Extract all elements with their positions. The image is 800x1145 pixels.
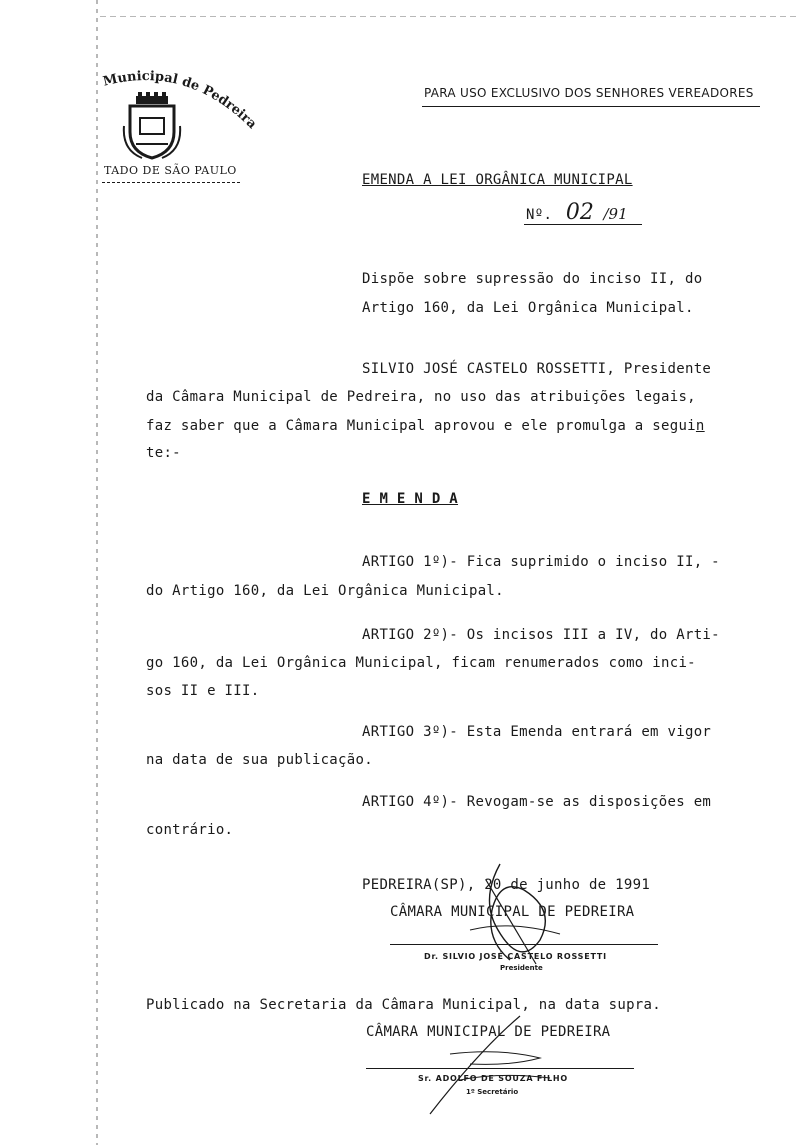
emenda-heading: E M E N D A xyxy=(362,491,459,507)
article-3-line-2: na data de sua publicação. xyxy=(146,752,373,768)
article-1-line-1: ARTIGO 1º)- Fica suprimido o inciso II, - xyxy=(362,554,720,570)
chamber-name-2: CÂMARA MUNICIPAL DE PEDREIRA xyxy=(366,1024,611,1040)
scan-edge-top xyxy=(100,16,800,17)
preamble-line-3b: n xyxy=(695,418,705,434)
article-4-line-1: ARTIGO 4º)- Revogam-se as disposições em xyxy=(362,794,712,810)
number-year: /91 xyxy=(603,205,628,223)
state-underline xyxy=(102,182,240,183)
article-2-line-2: go 160, da Lei Orgânica Municipal, ficam renumerados como inci- xyxy=(146,655,696,671)
document-number-rule xyxy=(524,224,642,225)
secretary-signature xyxy=(400,1010,560,1120)
signer-2-name: Sr. ADOLFO DE SOUZA FILHO xyxy=(418,1074,568,1083)
preamble-line-2: da Câmara Municipal de Pedreira, no uso das atribuições legais, xyxy=(146,389,696,405)
state-label: TADO DE SÃO PAULO xyxy=(104,164,237,177)
article-1-line-2: do Artigo 160, da Lei Orgânica Municipal. xyxy=(146,583,504,599)
letterhead xyxy=(98,66,298,186)
president-signature xyxy=(440,860,580,980)
chamber-name: CÂMARA MUNICIPAL DE PEDREIRA xyxy=(390,904,635,920)
exclusive-use-label: PARA USO EXCLUSIVO DOS SENHORES VEREADORES xyxy=(424,86,754,100)
document-title: EMENDA A LEI ORGÂNICA MUNICIPAL xyxy=(362,172,633,188)
signature-line-2 xyxy=(366,1068,634,1069)
signer-2-role: 1º Secretário xyxy=(466,1088,519,1096)
svg-text:Municipal de Pedreira: Municipal de Pedreira xyxy=(101,69,260,133)
summary-line-2: Artigo 160, da Lei Orgânica Municipal. xyxy=(362,300,694,316)
preamble-line-3a: faz saber que a Câmara Municipal aprovou e ele promulga a segui xyxy=(146,418,696,434)
number-prefix: Nº. xyxy=(526,207,553,223)
signer-1-role: Presidente xyxy=(500,964,543,972)
document-number xyxy=(526,200,628,225)
number-value: 02 xyxy=(565,200,594,225)
signature-line-1 xyxy=(390,944,658,945)
summary-line-1: Dispõe sobre supressão do inciso II, do xyxy=(362,271,703,287)
preamble-line-3 xyxy=(146,418,705,434)
exclusive-use-rule xyxy=(422,106,760,107)
article-3-line-1: ARTIGO 3º)- Esta Emenda entrará em vigor xyxy=(362,724,712,740)
article-2-line-3: sos II e III. xyxy=(146,683,260,699)
article-4-line-2: contrário. xyxy=(146,822,234,838)
signer-1-name: Dr. SILVIO JOSÉ CASTELO ROSSETTI xyxy=(424,952,607,961)
place-date: PEDREIRA(SP), 20 de junho de 1991 xyxy=(362,877,651,893)
article-2-line-1: ARTIGO 2º)- Os incisos III a IV, do Arti- xyxy=(362,627,720,643)
preamble-line-4: te:- xyxy=(146,445,181,461)
preamble-line-1: SILVIO JOSÉ CASTELO ROSSETTI, Presidente xyxy=(362,361,712,377)
publication-note: Publicado na Secretaria da Câmara Municipal, na data supra. xyxy=(146,997,661,1013)
